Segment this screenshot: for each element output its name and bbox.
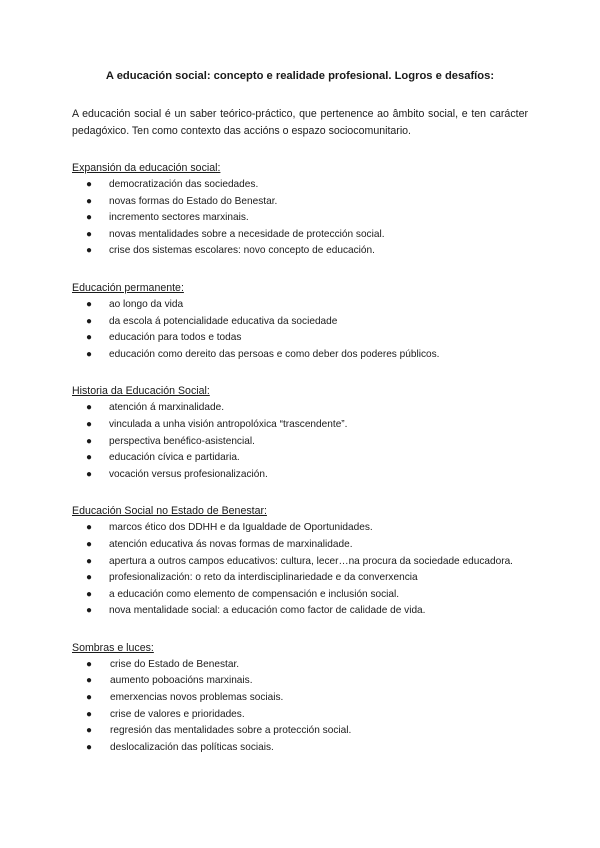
list-item-text: deslocalización das políticas sociais. [110, 741, 274, 753]
document-page [72, 68, 528, 776]
section-estado-benestar [72, 503, 528, 620]
bullet-icon: ● [86, 555, 93, 567]
bullet-list [72, 520, 528, 620]
bullet-list [72, 657, 528, 757]
list-item [72, 587, 528, 604]
list-item-text: educación para todos e todas [109, 332, 242, 344]
list-item-text: democratización das sociedades. [109, 179, 259, 190]
list-item-text: crise de valores e prioridades. [110, 708, 245, 720]
list-item-text: regresión das mentalidades sobre a protección social. [110, 725, 352, 737]
list-item [72, 690, 528, 707]
list-item-text: crise do Estado de Benestar. [110, 658, 240, 670]
bullet-icon: ● [86, 179, 93, 190]
bullet-list [72, 297, 528, 363]
bullet-list [72, 177, 528, 260]
list-item [72, 450, 528, 467]
list-item-text: crise dos sistemas escolares: novo concepto de educación. [109, 245, 375, 257]
list-item [72, 434, 528, 451]
section-historia [72, 383, 528, 483]
list-item [72, 417, 528, 434]
list-item-text: a educación como elemento de compensación e inclusión social. [109, 588, 400, 600]
list-item [72, 657, 528, 674]
bullet-icon: ● [86, 468, 93, 480]
intro-paragraph: A educación social é un saber teórico-práctico, que pertenence ao âmbito social, e ten carácter pedagóxico. Ten como contexto das accións o espazo sociocomunitario. [72, 108, 528, 137]
list-item [72, 673, 528, 690]
list-item-text: vocación versus profesionalización. [109, 468, 268, 480]
bullet-icon: ● [86, 605, 93, 617]
list-item-text: educación cívica e partidaria. [109, 452, 240, 464]
section-educacion-permanente [72, 280, 528, 363]
section-expansion [72, 160, 528, 260]
bullet-icon: ● [86, 228, 93, 240]
list-item [72, 707, 528, 724]
list-item [72, 210, 528, 227]
bullet-icon: ● [86, 298, 93, 310]
list-item [72, 227, 528, 244]
list-item-text: marcos ético dos DDHH e da Igualdade de Oportunidades. [109, 522, 373, 534]
bullet-icon: ● [86, 195, 93, 207]
list-item [72, 330, 528, 347]
bullet-icon: ● [86, 452, 93, 464]
section-heading: Educación permanente: [72, 281, 184, 294]
bullet-icon: ● [86, 675, 93, 687]
bullet-icon: ● [86, 402, 93, 414]
list-item-text: novas formas do Estado do Benestar. [109, 195, 278, 207]
list-item [72, 467, 528, 484]
bullet-icon: ● [86, 692, 93, 704]
bullet-icon: ● [86, 332, 93, 344]
list-item [72, 570, 528, 587]
bullet-icon: ● [86, 708, 93, 720]
list-item [72, 603, 528, 620]
list-item [72, 314, 528, 331]
section-heading: Sombras e luces: [72, 641, 154, 654]
bullet-icon: ● [86, 435, 93, 447]
list-item-text: profesionalización: o reto da interdisciplinariedade e da converxencia [109, 572, 418, 584]
list-item [72, 297, 528, 314]
bullet-icon: ● [86, 658, 93, 670]
bullet-icon: ● [86, 212, 93, 224]
document-title: A educación social: concepto e realidade profesional. Logros e desafíos: [105, 70, 495, 82]
section-heading: Educación Social no Estado de Benestar: [72, 505, 267, 518]
bullet-icon: ● [86, 522, 93, 534]
bullet-icon: ● [86, 725, 93, 737]
list-item [72, 537, 528, 554]
list-item-text: novas mentalidades sobre a necesidade de protección social. [109, 228, 385, 240]
bullet-icon: ● [86, 348, 93, 360]
list-item-text: aumento poboacións marxinais. [110, 675, 253, 687]
list-item-text: apertura a outros campos educativos: cultura, lecer…na procura da sociedade educadora. [109, 555, 513, 567]
list-item-text: atención educativa ás novas formas de marxinalidade. [109, 538, 353, 550]
list-item [72, 177, 528, 194]
list-item-text: perspectiva benéfico-asistencial. [109, 435, 255, 447]
bullet-icon: ● [86, 538, 93, 550]
list-item [72, 400, 528, 417]
list-item [72, 740, 528, 757]
list-item [72, 347, 528, 364]
list-item-text: atención á marxinalidade. [109, 402, 225, 414]
bullet-icon: ● [86, 741, 93, 753]
list-item-text: incremento sectores marxinais. [109, 212, 249, 224]
section-heading: Expansión da educación social: [72, 162, 221, 174]
bullet-icon: ● [86, 418, 93, 430]
bullet-icon: ● [86, 245, 93, 257]
list-item-text: educación como dereito das persoas e como deber dos poderes públicos. [109, 348, 440, 360]
bullet-list [72, 400, 528, 483]
list-item [72, 520, 528, 537]
list-item [72, 194, 528, 211]
list-item [72, 243, 528, 260]
list-item [72, 723, 528, 740]
list-item-text: vinculada a unha visión antropolóxica “trascendente”. [109, 418, 348, 430]
bullet-icon: ● [86, 572, 93, 584]
section-heading: Historia da Educación Social: [72, 385, 210, 398]
section-sombras-luces [72, 640, 528, 757]
list-item-text: nova mentalidade social: a educación como factor de calidade de vida. [109, 605, 426, 617]
bullet-icon: ● [86, 588, 93, 600]
bullet-icon: ● [86, 315, 93, 327]
list-item-text: emerxencias novos problemas sociais. [110, 692, 284, 704]
list-item-text: da escola á potencialidade educativa da sociedade [109, 315, 338, 327]
list-item-text: ao longo da vida [109, 298, 184, 310]
list-item [72, 554, 528, 571]
